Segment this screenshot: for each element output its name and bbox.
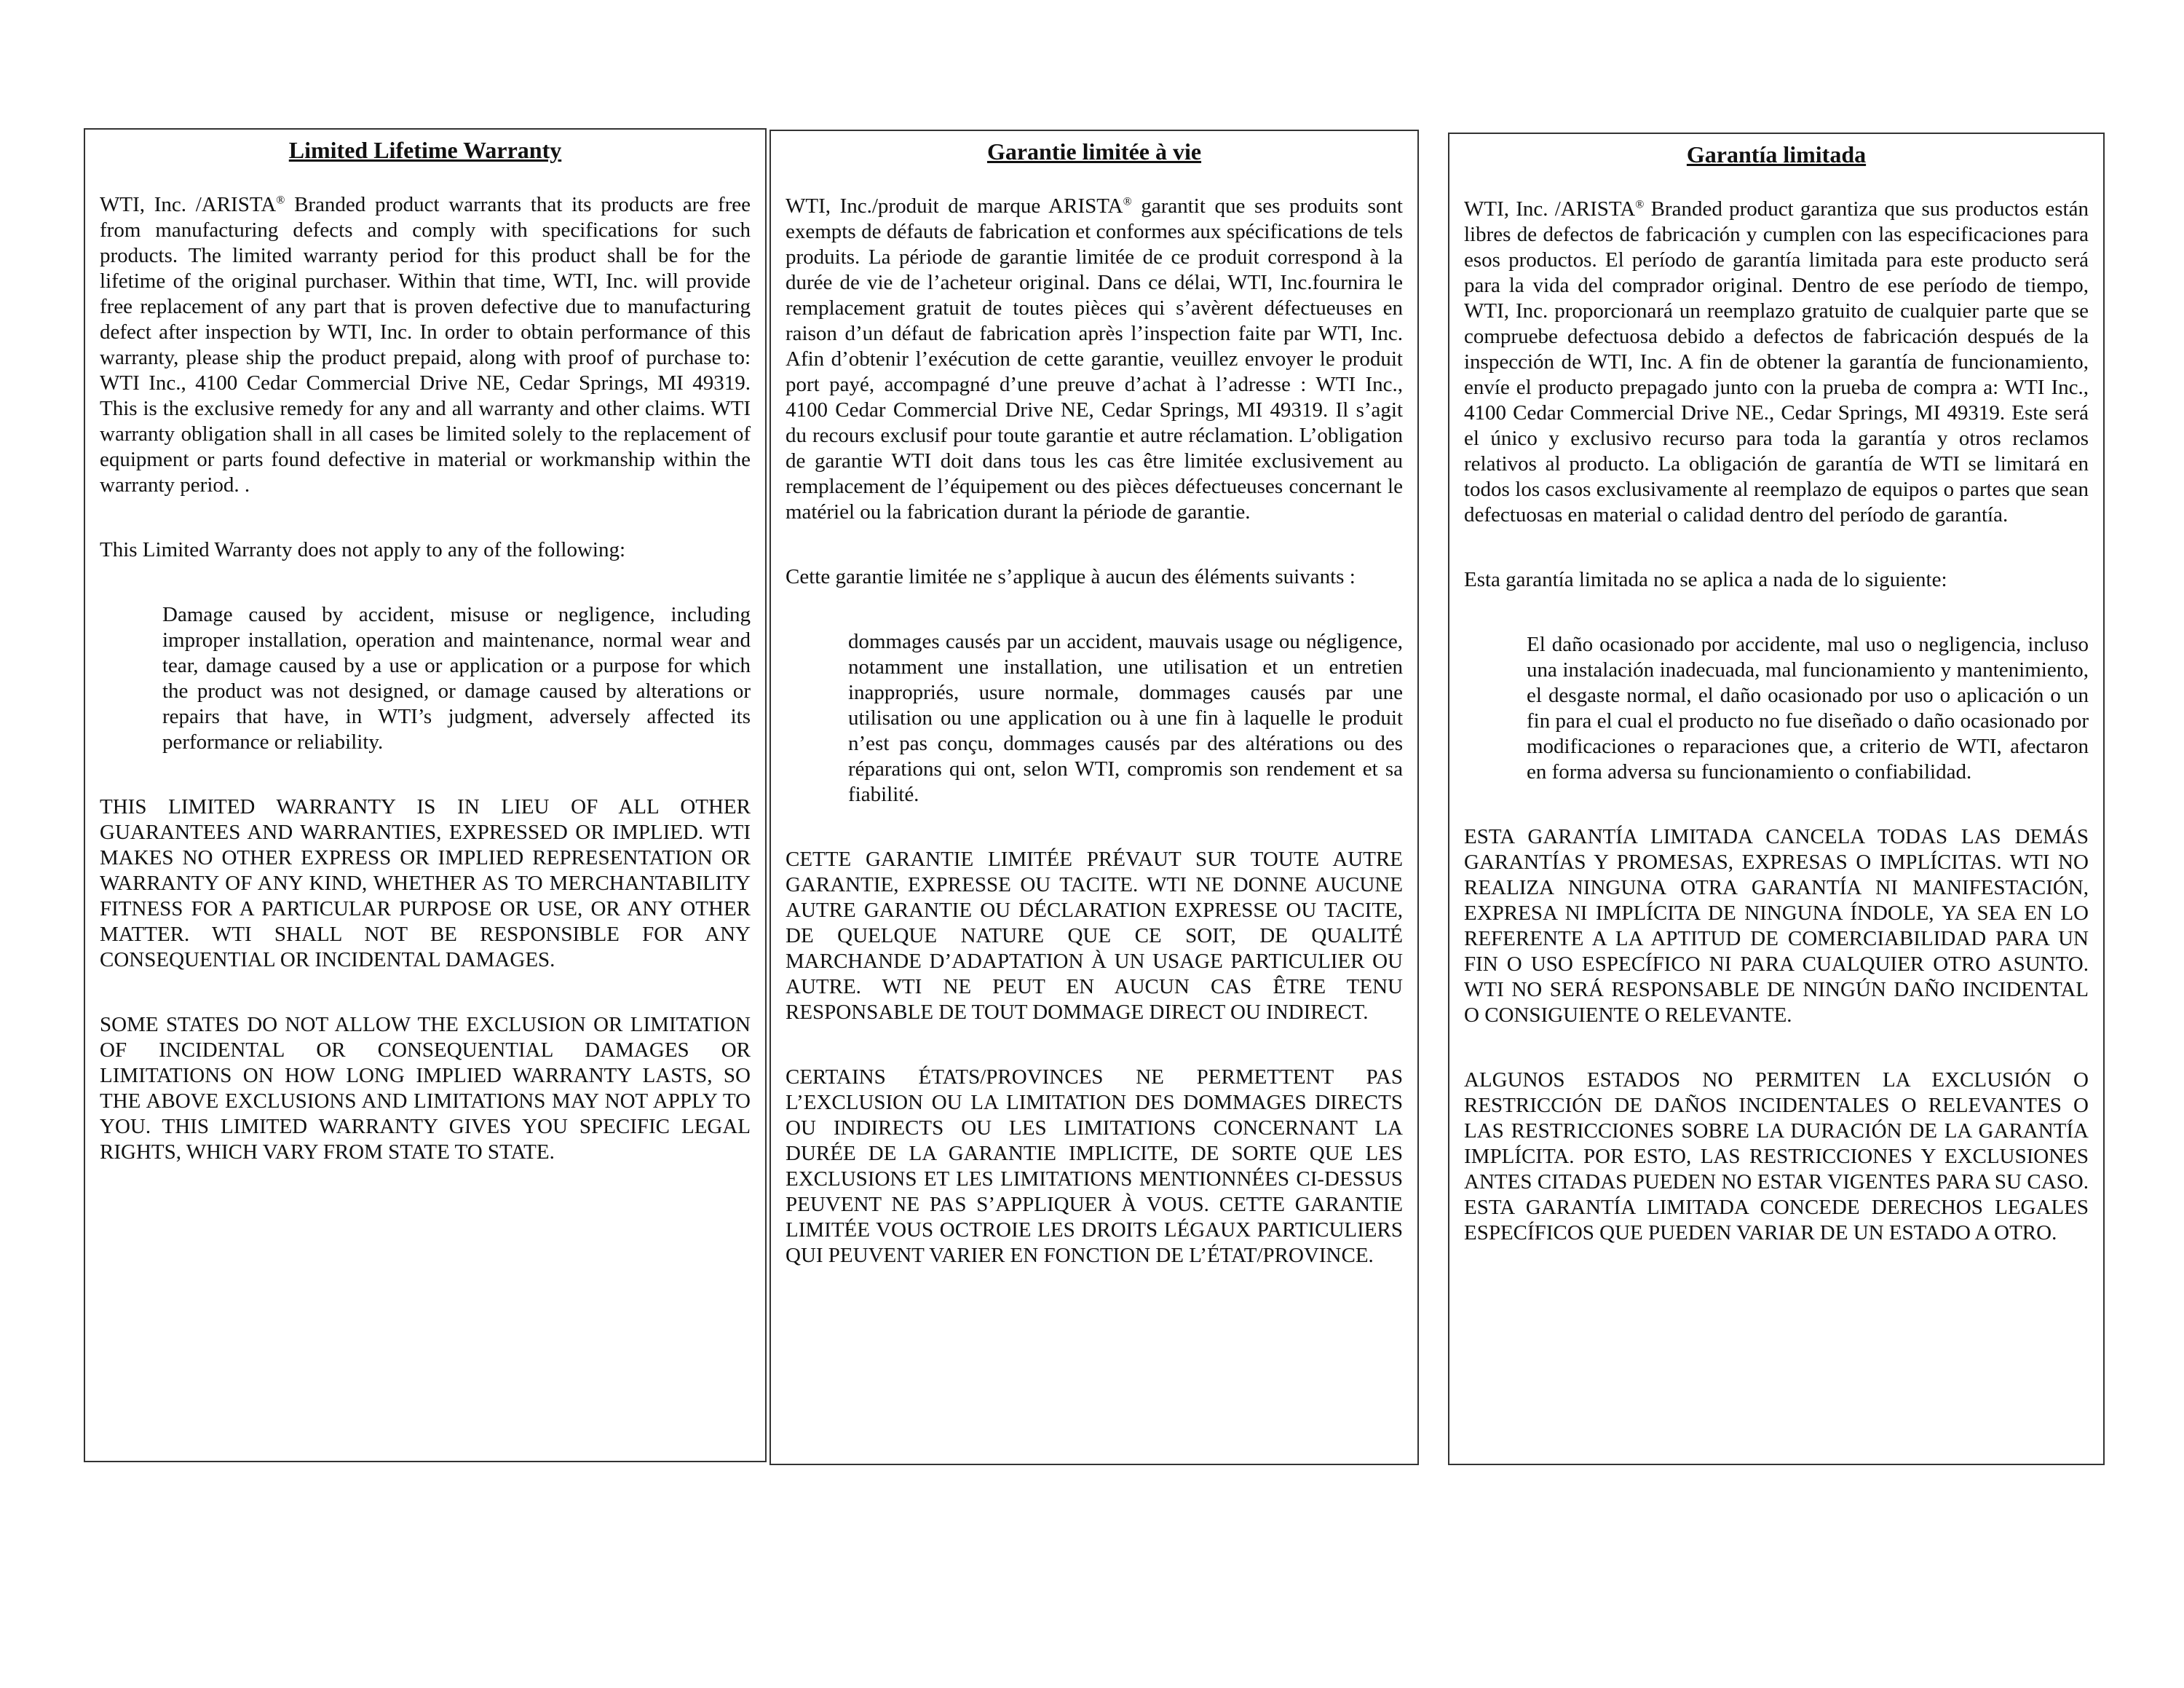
panel-title: Limited Lifetime Warranty bbox=[288, 137, 562, 163]
not-apply-paragraph: Esta garantía limitada no se aplica a nada de lo siguiente: bbox=[1464, 568, 1947, 591]
warranty-panel-french bbox=[769, 130, 1419, 1465]
panel-content bbox=[786, 131, 1403, 1269]
not-apply-paragraph: Cette garantie limitée ne s’applique à aucun des éléments suivants : bbox=[786, 565, 1356, 588]
intro-text-start: WTI, Inc./produit de marque ARISTA bbox=[786, 194, 1123, 218]
intro-paragraph bbox=[1464, 197, 2089, 528]
registered-mark: ® bbox=[276, 194, 285, 207]
intro-text-start: WTI, Inc. /ARISTA bbox=[1464, 197, 1636, 221]
not-apply-paragraph: This Limited Warranty does not apply to any of the following: bbox=[100, 538, 625, 561]
state-rights-paragraph: CERTAINS ÉTATS/PROVINCES NE PERMETTENT PAS L’EXCLUSION OU LA LIMITATION DES DOMMAGES DIRECTS OU INDIRECTS OU LES LIMITATIONS CONCERNANT LA DURÉE DE LA GARANTIE IMPLICITE, DE SORTE QUE LES EXCLUSIONS ET LES LIMITATIONS MENTIONNÉES CI-DESSUS PEUVENT NE PAS S’APPLIQUER À VOUS. CETTE GARANTIE LIMITÉE VOUS OCTROIE LES DROITS LÉGAUX PARTICULIERS QUI PEUVENT VARIER EN FONCTION DE L’ÉTAT/PROVINCE. bbox=[786, 1065, 1403, 1267]
panel-content bbox=[1464, 134, 2089, 1246]
warranty-panel-english bbox=[84, 128, 767, 1462]
intro-text-rest: Branded product garantiza que sus productos están libres de defectos de fabricación y cumplen con las especificaciones para esos productos. El período de garantía limitada para este producto será para la vida del comprador original. Dentro de ese período de tiempo, WTI, Inc. proporcionará un reemplazo gratuito de cualquier parte que se compruebe defectuosa debido a defectos de fabricación después de la inspección de WTI, Inc. A fin de obtener la garantía de funcionamiento, envíe el producto prepagado junto con la prueba de compra a: WTI Inc., 4100 Cedar Commercial Drive NE., Cedar Springs, MI 49319. Este será el único y exclusivo recurso para toda la garantía y otros reclamos relativos al producto. La obligación de garantía de WTI se limitará en todos los casos exclusivamente al reemplazo de equipos o partes que sean defectuosas en material o calidad dentro del período de garantía. bbox=[1464, 197, 2089, 526]
in-lieu-paragraph: ESTA GARANTÍA LIMITADA CANCELA TODAS LAS DEMÁS GARANTÍAS Y PROMESAS, EXPRESAS O IMPLÍCITAS. WTI NO REALIZA NINGUNA OTRA GARANTÍA NI MANIFESTACIÓN, EXPRESA NI IMPLÍCITA DE NINGUNA ÍNDOLE, YA SEA EN LO REFERENTE A LA APTITUD DE COMERCIABILIDAD PARA UN FIN O USO ESPECÍFICO NI PARA CUALQUIER OTRO ASUNTO. WTI NO SERÁ RESPONSABLE DE NINGÚN DAÑO INCIDENTAL O CONSIGUIENTE O RELEVANTE. bbox=[1464, 825, 2089, 1027]
panel-title: Garantía limitada bbox=[1686, 141, 1867, 167]
intro-paragraph bbox=[100, 192, 751, 498]
intro-text-rest: Branded product warrants that its products are free from manufacturing defects and comply with specifications for such products. The limited warranty period for this product shall be for the lifetime of the original purchaser. Within that time, WTI, Inc. will provide free replacement of any part that is proven defective due to manufacturing defect after inspection by WTI, Inc. In order to obtain performance of this warranty, please ship the product prepaid, along with proof of purchase to: WTI Inc., 4100 Cedar Commercial Drive NE, Cedar Springs, MI 49319. This is the exclusive remedy for any and all warranty and other claims. WTI warranty obligation shall in all cases be limited solely to the replacement of equipment or parts found defective in material or workmanship within the warranty period. . bbox=[100, 193, 751, 497]
state-rights-paragraph: ALGUNOS ESTADOS NO PERMITEN LA EXCLUSIÓN O RESTRICCIÓN DE DAÑOS INCIDENTALES O RELEVANTES O LAS RESTRICCIONES SOBRE LA DURACIÓN DE LA GARANTÍA IMPLÍCITA. POR ESTO, LAS RESTRICCIONES Y EXCLUSIONES ANTES CITADAS PUEDEN NO ESTAR VIGENTES PARA SU CASO. ESTA GARANTÍA LIMITADA CONCEDE DERECHOS LEGALES ESPECÍFICOS QUE PUEDEN VARIAR DE UN ESTADO A OTRO. bbox=[1464, 1068, 2089, 1245]
registered-mark: ® bbox=[1635, 198, 1645, 211]
in-lieu-paragraph: CETTE GARANTIE LIMITÉE PRÉVAUT SUR TOUTE AUTRE GARANTIE, EXPRESSE OU TACITE. WTI NE DONNE AUCUNE AUTRE GARANTIE OU DÉCLARATION EXPRESSE OU TACITE, DE QUELQUE NATURE QUE CE SOIT, DE QUALITÉ MARCHANDE D’ADAPTATION À UN USAGE PARTICULIER OU AUTRE. WTI NE PEUT EN AUCUN CAS ÊTRE TENU RESPONSABLE DE TOUT DOMMAGE DIRECT OU INDIRECT. bbox=[786, 848, 1403, 1024]
intro-text-start: WTI, Inc. /ARISTA bbox=[100, 193, 277, 216]
intro-text-rest: garantit que ses produits sont exempts de défauts de fabrication et conformes aux spécifications de tels produits. La période de garantie limitée de ce produit correspond à la durée de vie de l’acheteur original. Dans ce délai, WTI, Inc.fournira le remplacement gratuit de toutes pièces qui s’avèrent défectueuses en raison d’un défaut de fabrication après l’inspection faite par WTI, Inc. Afin d’obtenir l’exécution de cette garantie, veuillez envoyer le produit port payé, accompagné d’une preuve d’achat à l’adresse : WTI Inc., 4100 Cedar Commercial Drive NE, Cedar Springs, MI 49319. Il s’agit du recours exclusif pour toute garantie et autre réclamation. L’obligation de garantie WTI doit dans tous les cas être limitée exclusivement au remplacement de l’équipement ou des pièces défectueuses concernant le matériel ou la fabrication durant la période de garantie. bbox=[786, 194, 1403, 524]
panel-content bbox=[100, 130, 751, 1165]
in-lieu-paragraph: THIS LIMITED WARRANTY IS IN LIEU OF ALL OTHER GUARANTEES AND WARRANTIES, EXPRESSED OR IMPLIED. WTI MAKES NO OTHER EXPRESS OR IMPLIED REPRESENTATION OR WARRANTY OF ANY KIND, WHETHER AS TO MERCHANTABILITY FITNESS FOR A PARTICULAR PURPOSE OR USE, OR ANY OTHER MATTER. WTI SHALL NOT BE RESPONSIBLE FOR ANY CONSEQUENTIAL OR INCIDENTAL DAMAGES. bbox=[100, 795, 751, 971]
registered-mark: ® bbox=[1123, 195, 1132, 208]
state-rights-paragraph: SOME STATES DO NOT ALLOW THE EXCLUSION OR LIMITATION OF INCIDENTAL OR CONSEQUENTIAL DAMAGES OR LIMITATIONS ON HOW LONG IMPLIED WARRANTY LASTS, SO THE ABOVE EXCLUSIONS AND LIMITATIONS MAY NOT APPLY TO YOU. THIS LIMITED WARRANTY GIVES YOU SPECIFIC LEGAL RIGHTS, WHICH VARY FROM STATE TO STATE. bbox=[100, 1013, 751, 1164]
exclusions-paragraph: Damage caused by accident, misuse or negligence, including improper installation, operation and maintenance, normal wear and tear, damage caused by a use or application or a purpose for which the product was not designed, or damage caused by alterations or repairs that have, in WTI’s judgment, adversely affected its performance or reliability. bbox=[162, 603, 751, 754]
panel-title: Garantie limitée à vie bbox=[986, 138, 1202, 165]
exclusions-paragraph: dommages causés par un accident, mauvais usage ou négligence, notamment une installation, une utilisation et un entretien inappropriés, usure normale, dommages causés par une utilisation ou une application ou à une fin à laquelle le produit n’est pas conçu, dommages causés par des altérations ou des réparations qui ont, selon WTI, compromis son rendement et sa fiabilité. bbox=[848, 630, 1403, 806]
warranty-panel-spanish bbox=[1448, 133, 2105, 1465]
intro-paragraph bbox=[786, 194, 1403, 525]
exclusions-paragraph: El daño ocasionado por accidente, mal uso o negligencia, incluso una instalación inadecuada, mal funcionamiento y mantenimiento, el desgaste normal, el daño ocasionado por uso o aplicación o un fin para el cual el producto no fue diseñado o daño ocasionado por modificaciones o reparaciones que, a criterio de WTI, afectaron en forma adversa su funcionamiento o confiabilidad. bbox=[1527, 633, 2089, 784]
